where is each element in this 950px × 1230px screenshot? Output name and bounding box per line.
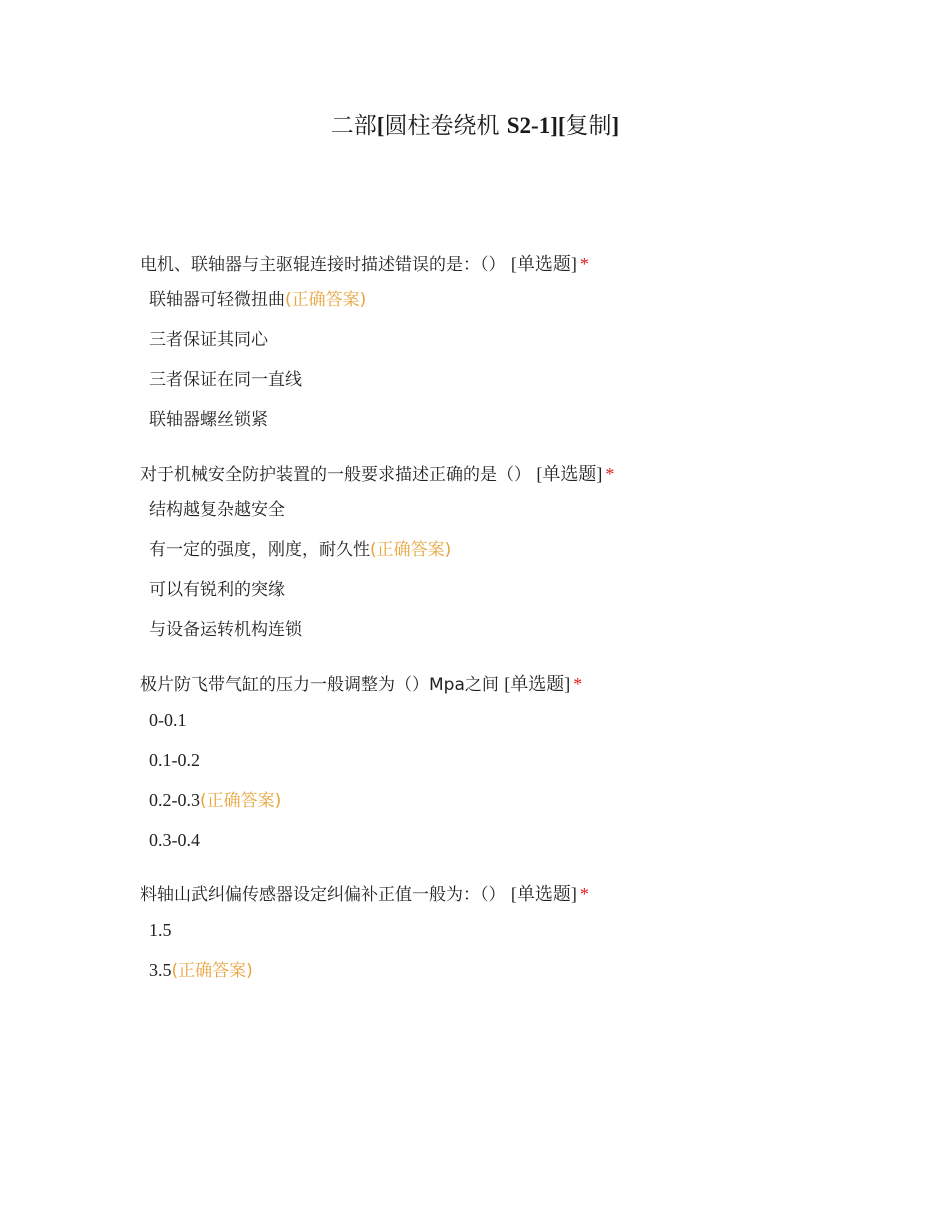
- question-2-options: [140, 496, 840, 644]
- correct-answer-tag: (正确答案): [171, 961, 253, 981]
- option-text: 联轴器螺丝锁紧: [149, 410, 268, 430]
- option-text: 1.5: [149, 920, 172, 940]
- title-part-2: [: [376, 113, 385, 138]
- option-text: 联轴器可轻微扭曲: [149, 290, 285, 310]
- question-type-label: [单选题]: [510, 254, 577, 274]
- option-item[interactable]: [149, 286, 840, 314]
- question-2-stem: [140, 460, 840, 488]
- question-2: [140, 460, 840, 644]
- title-part-5: 复制: [565, 113, 612, 139]
- option-item[interactable]: [149, 826, 840, 854]
- question-1-stem: [140, 250, 840, 278]
- option-item[interactable]: [149, 406, 840, 434]
- title-part-6: ]: [611, 113, 620, 138]
- question-type-label: [单选题]: [536, 464, 603, 484]
- required-mark: *: [573, 674, 583, 694]
- option-text: 可以有锐利的突缘: [149, 580, 285, 600]
- option-text: 3.5: [149, 960, 172, 980]
- question-4: [140, 880, 840, 984]
- option-text: 三者保证其同心: [149, 330, 268, 350]
- option-text: 三者保证在同一直线: [149, 370, 302, 390]
- title-part-4: S2-1][: [506, 113, 566, 138]
- question-type-label: [单选题]: [510, 884, 577, 904]
- option-item[interactable]: [149, 616, 840, 644]
- option-text: 0.2-0.3: [149, 790, 200, 810]
- option-item[interactable]: [149, 496, 840, 524]
- question-stem-text: 料轴山武纠偏传感器设定纠偏补正值一般为：（）: [140, 885, 506, 905]
- option-text: 0-0.1: [149, 710, 187, 730]
- required-mark: *: [605, 464, 615, 484]
- title-part-1: 二部: [330, 113, 377, 139]
- question-stem-text: 对于机械安全防护装置的一般要求描述正确的是（）: [140, 465, 531, 485]
- required-mark: *: [579, 884, 589, 904]
- option-item[interactable]: [149, 366, 840, 394]
- document-title: [0, 110, 950, 142]
- option-item[interactable]: [149, 326, 840, 354]
- question-4-stem: [140, 880, 840, 908]
- question-1-options: [140, 286, 840, 434]
- question-3-stem: [140, 670, 840, 698]
- question-4-options: [140, 916, 840, 984]
- option-item[interactable]: [149, 706, 840, 734]
- option-item[interactable]: [149, 746, 840, 774]
- question-stem-text: 电机、联轴器与主驱辊连接时描述错误的是：（）: [140, 255, 506, 275]
- title-part-3: 圆柱卷绕机: [384, 113, 500, 139]
- question-stem-text: 极片防飞带气缸的压力一般调整为（）Mpa之间: [140, 675, 499, 695]
- question-list: [140, 250, 840, 1010]
- question-3-options: [140, 706, 840, 854]
- question-1: [140, 250, 840, 434]
- option-text: 与设备运转机构连锁: [149, 620, 302, 640]
- question-type-label: [单选题]: [504, 674, 571, 694]
- option-item[interactable]: [149, 956, 840, 984]
- option-item[interactable]: [149, 576, 840, 604]
- option-item[interactable]: [149, 786, 840, 814]
- required-mark: *: [579, 254, 589, 274]
- question-3: [140, 670, 840, 854]
- option-text: 有一定的强度，刚度，耐久性: [149, 540, 370, 560]
- correct-answer-tag: (正确答案): [285, 290, 367, 310]
- option-text: 0.1-0.2: [149, 750, 200, 770]
- correct-answer-tag: (正确答案): [200, 791, 282, 811]
- option-item[interactable]: [149, 536, 840, 564]
- option-item[interactable]: [149, 916, 840, 944]
- correct-answer-tag: (正确答案): [370, 540, 452, 560]
- option-text: 0.3-0.4: [149, 830, 200, 850]
- option-text: 结构越复杂越安全: [149, 500, 285, 520]
